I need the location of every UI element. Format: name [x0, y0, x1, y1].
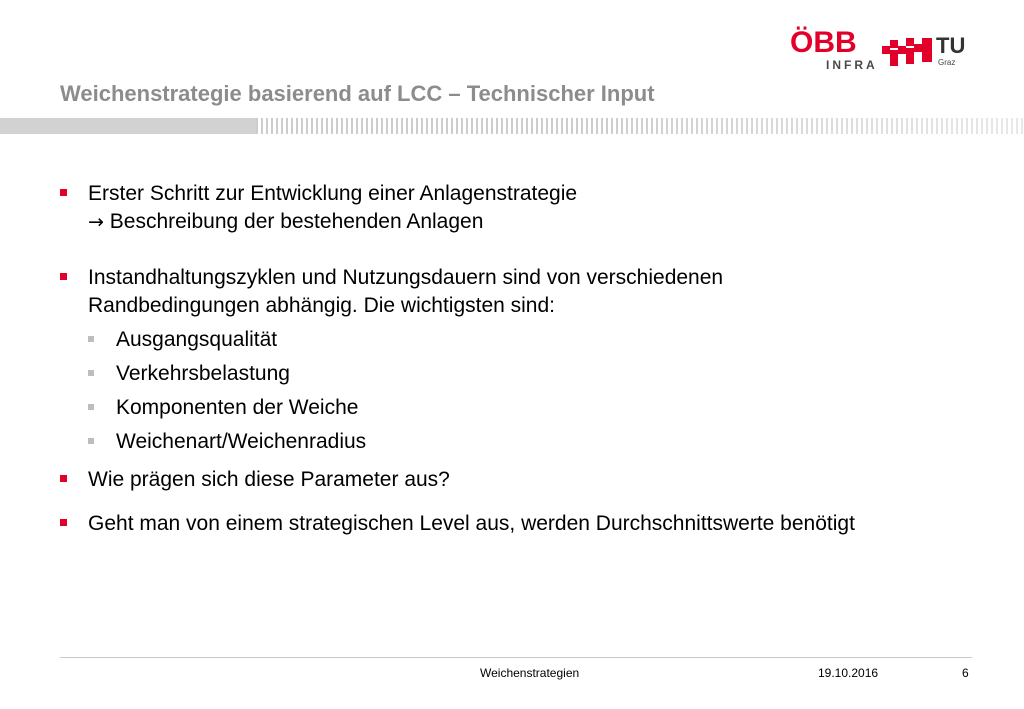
title-divider-band	[0, 118, 1024, 134]
tu-graz-blocks-icon	[882, 36, 936, 70]
oebb-logo-text: ÖBB	[790, 26, 857, 59]
footer-date: 19.10.2016	[818, 666, 879, 680]
bullet-text-line: Instandhaltungszyklen und Nutzungsdauern sind von verschiedenen	[88, 266, 724, 289]
oebb-infra-logo	[790, 28, 880, 76]
sub-bullet-text: Ausgangsqualität	[116, 328, 278, 351]
gray-square-bullet-icon	[88, 336, 94, 342]
bullet-item	[60, 180, 980, 236]
right-arrow-icon: →	[88, 211, 104, 233]
sub-bullet-item	[60, 394, 980, 422]
bullet-text-line: Geht man von einem strategischen Level aus, werden Durchschnittswerte benötigt	[88, 512, 855, 535]
band-fade-overlay	[600, 118, 1024, 134]
footer-presentation-title: Weichenstrategien	[480, 666, 580, 680]
tu-graz-logo	[882, 33, 976, 72]
gray-square-bullet-icon	[88, 370, 94, 376]
slide-title: Weichenstrategie basierend auf LCC – Technischer Input	[60, 81, 655, 106]
sub-bullet-text: Weichenart/Weichenradius	[116, 430, 367, 453]
bullet-text-line	[88, 208, 980, 236]
bullet-item	[60, 466, 980, 494]
sub-bullet-text: Komponenten der Weiche	[116, 396, 359, 419]
slide-body	[60, 180, 980, 538]
bullet-text-fragment: Beschreibung der bestehenden Anlagen	[103, 210, 484, 233]
bullet-item	[60, 510, 980, 538]
sub-bullet-item	[60, 326, 980, 354]
sub-bullet-item	[60, 360, 980, 388]
sub-bullet-item	[60, 428, 980, 456]
bullet-item	[60, 264, 980, 320]
tu-logo-text: TU	[936, 33, 966, 58]
graz-logo-text: Graz	[938, 58, 956, 67]
bullet-text-line: Wie prägen sich diese Parameter aus?	[88, 468, 450, 491]
band-solid-segment	[0, 118, 256, 134]
red-square-bullet-icon	[60, 519, 67, 526]
red-square-bullet-icon	[60, 475, 67, 482]
footer-divider	[60, 657, 972, 658]
sub-bullet-text: Verkehrsbelastung	[116, 362, 290, 385]
footer-page-number: 6	[962, 666, 969, 680]
bullet-text-line: Randbedingungen abhängig. Die wichtigsten sind:	[88, 294, 556, 317]
gray-square-bullet-icon	[88, 404, 94, 410]
infra-logo-text: INFRA	[826, 58, 878, 72]
red-square-bullet-icon	[60, 189, 67, 196]
bullet-text-line: Erster Schritt zur Entwicklung einer Anlagenstrategie	[88, 182, 578, 205]
gray-square-bullet-icon	[88, 438, 94, 444]
red-square-bullet-icon	[60, 273, 67, 280]
